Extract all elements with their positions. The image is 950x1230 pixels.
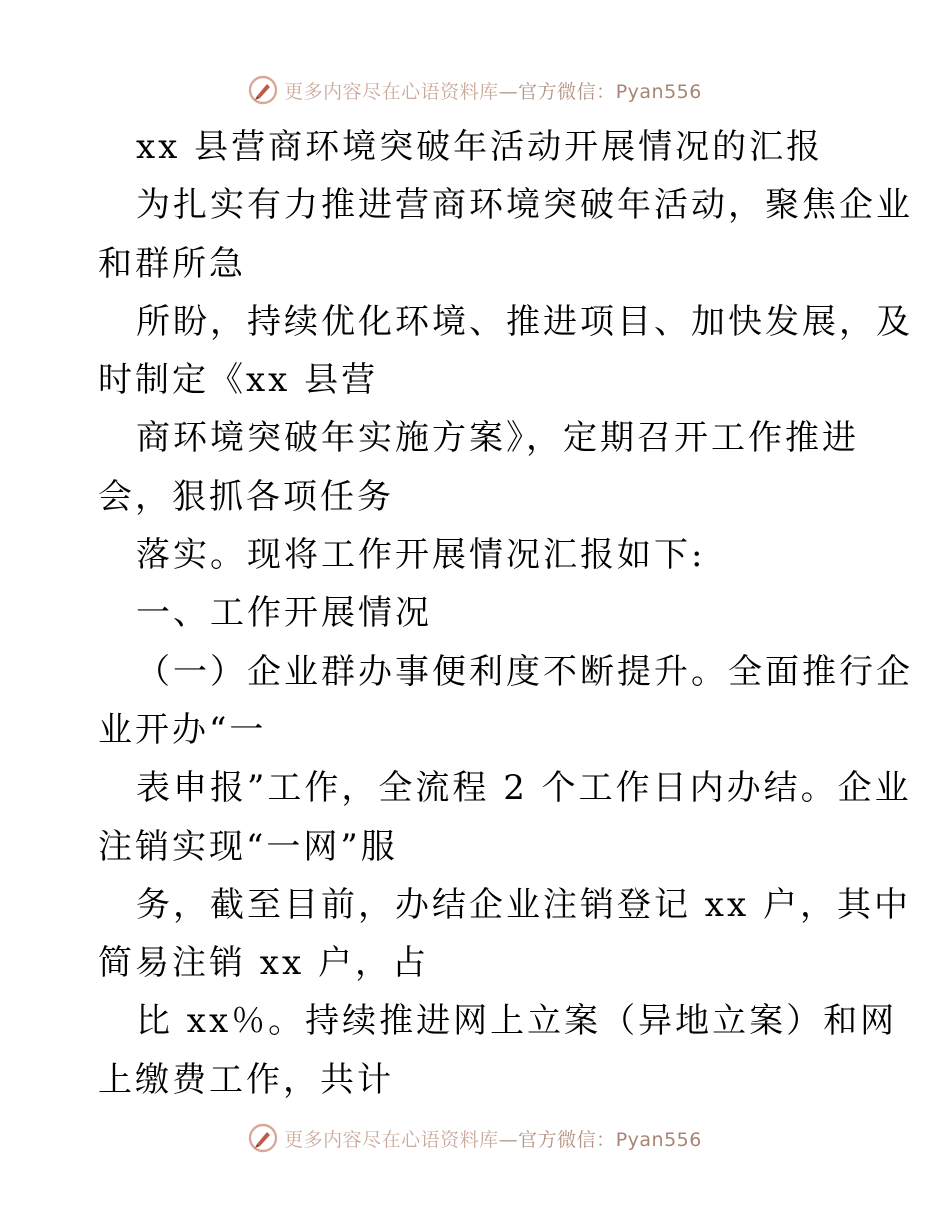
paragraph-line: 注销实现“一网”服 — [98, 826, 398, 867]
header-watermark — [0, 70, 950, 110]
paragraph-line: 会，狠抓各项任务 — [98, 476, 394, 517]
paragraph-line: 上缴费工作，共计 — [98, 1059, 394, 1100]
watermark-main-text: 更多内容尽在心语资料库 — [284, 80, 499, 103]
pen-nib-logo-icon — [248, 75, 278, 105]
document-body — [98, 118, 913, 1109]
paragraph-line: （一）企业群办事便利度不断提升。全面推行企 — [136, 651, 913, 692]
paragraph-line: 时制定《xx 县营 — [98, 360, 379, 401]
paragraph-line: 业开办“一 — [98, 709, 267, 750]
watermark-wechat-label: 官方微信： — [518, 1128, 616, 1151]
paragraph-line: 表申报”工作，全流程 2 个工作日内办结。企业 — [136, 768, 912, 809]
paragraph-line: 务，截至目前，办结企业注销登记 xx 户，其中 — [136, 884, 911, 925]
watermark-wechat-label: 官方微信： — [518, 80, 616, 103]
paragraph-line: 为扎实有力推进营商环境突破年活动，聚焦企业 — [136, 185, 913, 226]
watermark-separator: — — [498, 80, 519, 103]
paragraph-line: 和群所急 — [98, 243, 246, 284]
document-title: xx 县营商环境突破年活动开展情况的汇报 — [136, 127, 824, 167]
paragraph-line: 商环境突破年实施方案》，定期召开工作推进 — [136, 418, 859, 459]
paragraph-line: 落实。现将工作开展情况汇报如下: — [136, 535, 706, 576]
watermark-main-text: 更多内容尽在心语资料库 — [284, 1128, 499, 1151]
watermark-separator: — — [498, 1128, 519, 1151]
footer-watermark — [0, 1118, 950, 1158]
paragraph-line: 比 xx％。持续推进网上立案（异地立案）和网 — [136, 1001, 898, 1042]
pen-nib-logo-icon — [248, 1123, 278, 1153]
watermark-wechat-id: Pyan556 — [615, 1128, 702, 1151]
watermark-wechat-id: Pyan556 — [615, 80, 702, 103]
section-heading: 一、工作开展情况 — [136, 593, 432, 634]
paragraph-line: 所盼，持续优化环境、推进项目、加快发展，及 — [136, 301, 913, 342]
paragraph-line: 简易注销 xx 户，占 — [98, 943, 429, 984]
